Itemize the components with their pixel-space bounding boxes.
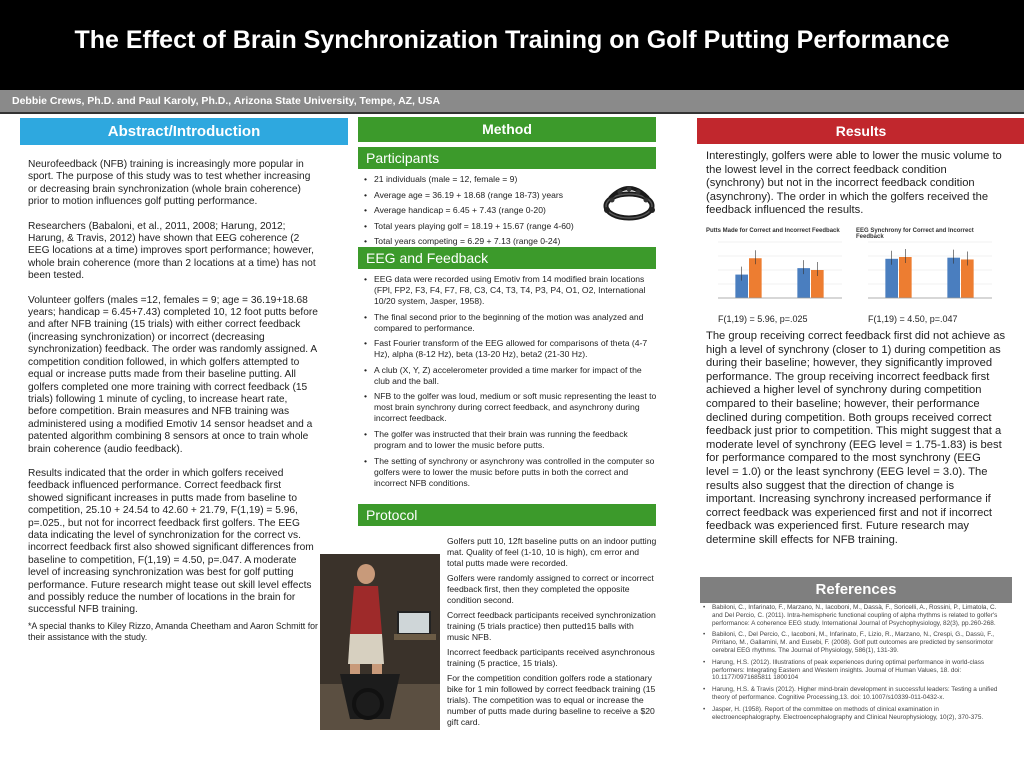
results-heading: Results <box>697 118 1024 144</box>
bar-baseline-1 <box>947 258 960 298</box>
putts-chart-title: Putts Made for Correct and Incorrect Feedback <box>706 228 840 234</box>
thanks-note: *A special thanks to Kiley Rizzo, Amanda Cheetham and Aaron Schmitt for their assistance with the study. <box>28 620 318 642</box>
golfer-bike-photo <box>320 554 440 730</box>
protocol-p1: Golfers putt 10, 12ft baseline putts on an indoor putting mat. Quality of feel (1-10, 10 is high), cm error and total putts made were recorded. <box>447 536 657 568</box>
abstract-p2: Researchers (Babaloni, et al., 2011, 2008; Harung, 2012; Harung, & Travis, 2012) have shown that EEG coherence (2 EEG locations at a time) improves sport performance; however, whole brain coherence (more than 2 locations at a time) has not been tested. <box>28 220 316 282</box>
bar-competition-0 <box>899 257 912 298</box>
eeg-item: • A club (X, Y, Z) accelerometer provided a time marker for impact of the club and the ball. <box>362 365 658 387</box>
reference-item: • Jasper, H. (1958). Report of the committee on methods of clinical examination in electroencephalography. Electroencephalography and Clinical Neurophysiology, 10(2), 370-375. <box>702 706 1002 722</box>
participants-heading: Participants <box>358 147 656 169</box>
protocol-heading: Protocol <box>358 504 656 526</box>
eeg-chart <box>856 228 998 308</box>
eeg-item: • EEG data were recorded using Emotiv from 14 modified brain locations (FPl, FP2, F3, F4, F7, F8, C3, C4, T3, T4, P3, P4, O1, O2, International 10/20 system, Jasper, 1958). <box>362 274 658 307</box>
method-heading: Method <box>358 117 656 142</box>
protocol-p2: Golfers were randomly assigned to correct or incorrect feedback first, then they completed the opposite condition second. <box>447 573 654 605</box>
reference-item: • Babiloni, C., Infarinato, F., Marzano, N., Iacoboni, M., Dassà, F., Soricelli, A., Rossini, P., Limatola, C. and Del Percio, C. (2011). Intra-hemispheric functional coupling of alpha rhythms is related to golfer's performance: A coherence EEG study. International Journal of Psychophysiology, 82(3), pp.260-268. <box>702 604 1002 627</box>
eeg-chart-title: EEG Synchrony for Correct and Incorrect Feedback <box>856 228 974 240</box>
author-bar <box>0 90 1024 114</box>
eeg-item: • NFB to the golfer was loud, medium or soft music representing the least to most brain synchrony during correct feedback, and asynchrony during incorrect feedback. <box>362 391 658 424</box>
eeg-item: • The setting of synchrony or asynchrony was controlled in the computer so golfers were to lower the music before putts in both the correct and incorrect NFB conditions. <box>362 456 658 489</box>
abstract-p1: Neurofeedback (NFB) training is increasingly more popular in sport. The purpose of this study was to test whether increasing or decreasing brain synchronization (whole brain coherence) prior to motion influences golf putting performance. <box>28 159 311 208</box>
poster-title: The Effect of Brain Synchronization Training on Golf Putting Performance <box>74 26 950 54</box>
reference-item: • Harung, H.S. (2012). Illustrations of peak experiences during optimal performance in world-class performers: Integrating Eastern and Western insights. Journal of Human Values, 18. doi: 10.1177/0971685811 1800104 <box>702 659 1002 682</box>
protocol-p5: For the competition condition golfers rode a stationary bike for 1 min followed by correct feedback training (15 trials). The competition was to equal or increase the number of putts made during baseline to receive a $20 gift card. <box>447 673 656 727</box>
protocol-p3: Correct feedback participants received synchronization training (5 trials practice) then putted15 balls with music NFB. <box>447 610 656 642</box>
eeg-item: • The golfer was instructed that their brain was running the feedback program and to lower the music before putts. <box>362 429 658 451</box>
abstract-text <box>28 159 318 643</box>
eeg-item: • Fast Fourier transform of the EEG allowed for comparisons of theta (4-7 Hz), alpha (8-12 Hz), beta (13-20 Hz), beta2 (21-30 Hz). <box>362 338 658 360</box>
eeg-list <box>362 274 658 493</box>
references-heading: References <box>700 577 1012 603</box>
protocol-p4: Incorrect feedback participants received asynchronous training (5 practice, 15 trials). <box>447 647 655 668</box>
abstract-heading: Abstract/Introduction <box>20 118 348 145</box>
references-list <box>702 604 1002 725</box>
results-body: The group receiving correct feedback first did not achieve as high a level of synchrony (closer to 1) during competition as during their baseline; however, they significantly improved performance. The group receiving incorrect feedback first achieved a higher level of synchrony during competition compared to their baseline; however, their performance declined during competition. Both groups received correct feedback just prior to competition. This might suggest that a moderate level of synchrony (EEG level = 1.75-1.83) is best for performance compared to the most synchrony (EEG level = 1.0) or the least synchrony (EEG level = 3.0). The results also suggest that the direction of change is important. Increasing synchrony increased performance if correct feedback was experienced first and not if incorrect feedback was experienced first. Future research may determine skill effects for NFB training. <box>706 330 1006 546</box>
participant-item: • 21 individuals (male = 12, female = 9) <box>362 174 612 185</box>
reference-item: • Harung, H.S. & Travis (2012). Higher mind-brain development in successful leaders: Testing a unified theory of performance. Cognitive Processing,13. doi: 10.1007/s10339-011-0432-x. <box>702 686 1002 702</box>
results-intro: Interestingly, golfers were able to lower the music volume to the lowest level in the correct feedback condition (synchrony) but not in the incorrect feedback condition (asynchrony). The order in which the golfers received the feedback influenced the results. <box>706 150 1002 217</box>
participant-item: • Total years playing golf = 18.19 + 15.67 (range 4-60) <box>362 221 612 232</box>
stat-eeg: F(1,19) = 4.50, p=.047 <box>868 314 958 324</box>
participant-item: • Total years competing = 6.29 + 7.13 (range 0-24) <box>362 236 612 247</box>
eeg-heading: EEG and Feedback <box>358 247 656 269</box>
authors: Debbie Crews, Ph.D. and Paul Karoly, Ph.D., Arizona State University, Tempe, AZ, USA <box>12 95 441 107</box>
abstract-p3: Volunteer golfers (males =12, females = 9; age = 36.19+18.68 years; handicap = 6.45+7.43) completed 10, 12 foot putts before and after NFB training (15 trials) with either correct feedback (increasing synchronization) or incorrect (decreasing synchronization) feedback. The order was randomly assigned. A competition condition followed, in which golfers attempted to equal or increase putts made from their baseline putting. All golfers completed one more training with correct feedback (15 trials) following 1 minute of cycling, to increase heart rate, before competition. Brain measures and NFB training was administered using a modified Emotiv 14 sensor headset and a patented algorithm combining 8 sensors at once to train whole brain coherence (audio feedback). <box>28 294 318 455</box>
reference-item: • Babiloni, C., Del Percio, C., Iacoboni, M., Infarinato, F., Lizio, R., Marzano, N., Crespi, G., Dassù, F., Pirritano, M., Gallamini, M. and Eusebi, F. (2008). Golf putt outcomes are predicted by sensorimotor cerebral EEG rhythms. The Journal of Physiology, 586(1), 131-39. <box>702 631 1002 654</box>
eeg-item: • The final second prior to the beginning of the motion was analyzed and compared to performance. <box>362 312 658 334</box>
title-bar <box>0 0 1024 90</box>
participant-item: • Average handicap = 6.45 + 7.43 (range 0-20) <box>362 205 612 216</box>
putts-chart <box>706 228 848 308</box>
stat-putts: F(1,19) = 5.96, p=.025 <box>718 314 808 324</box>
protocol-text <box>447 536 657 728</box>
participant-item: • Average age = 36.19 + 18.68 (range 18-73) years <box>362 190 612 201</box>
participants-list <box>362 174 612 252</box>
emotiv-headset-icon <box>600 176 658 234</box>
abstract-p4: Results indicated that the order in which golfers received feedback influenced performance. Correct feedback first showed significant increases in putts made from baseline to competition, 25.10 + 24.54 to 42.60 + 21.79, F(1,19) = 5.96, p=.025., but not for incorrect feedback first golfers. The EEG data indicating the level of synchronization for the correct vs. incorrect feedback first also showed significant differences from baseline to competition, F(1,19) = 4.50, p=.047. A moderate level of increasing synchronization was best for golf putting performance. Future research might tease out skill level effects and possibly reduce the number of locations in the brain for successful NFB training. <box>28 467 314 616</box>
